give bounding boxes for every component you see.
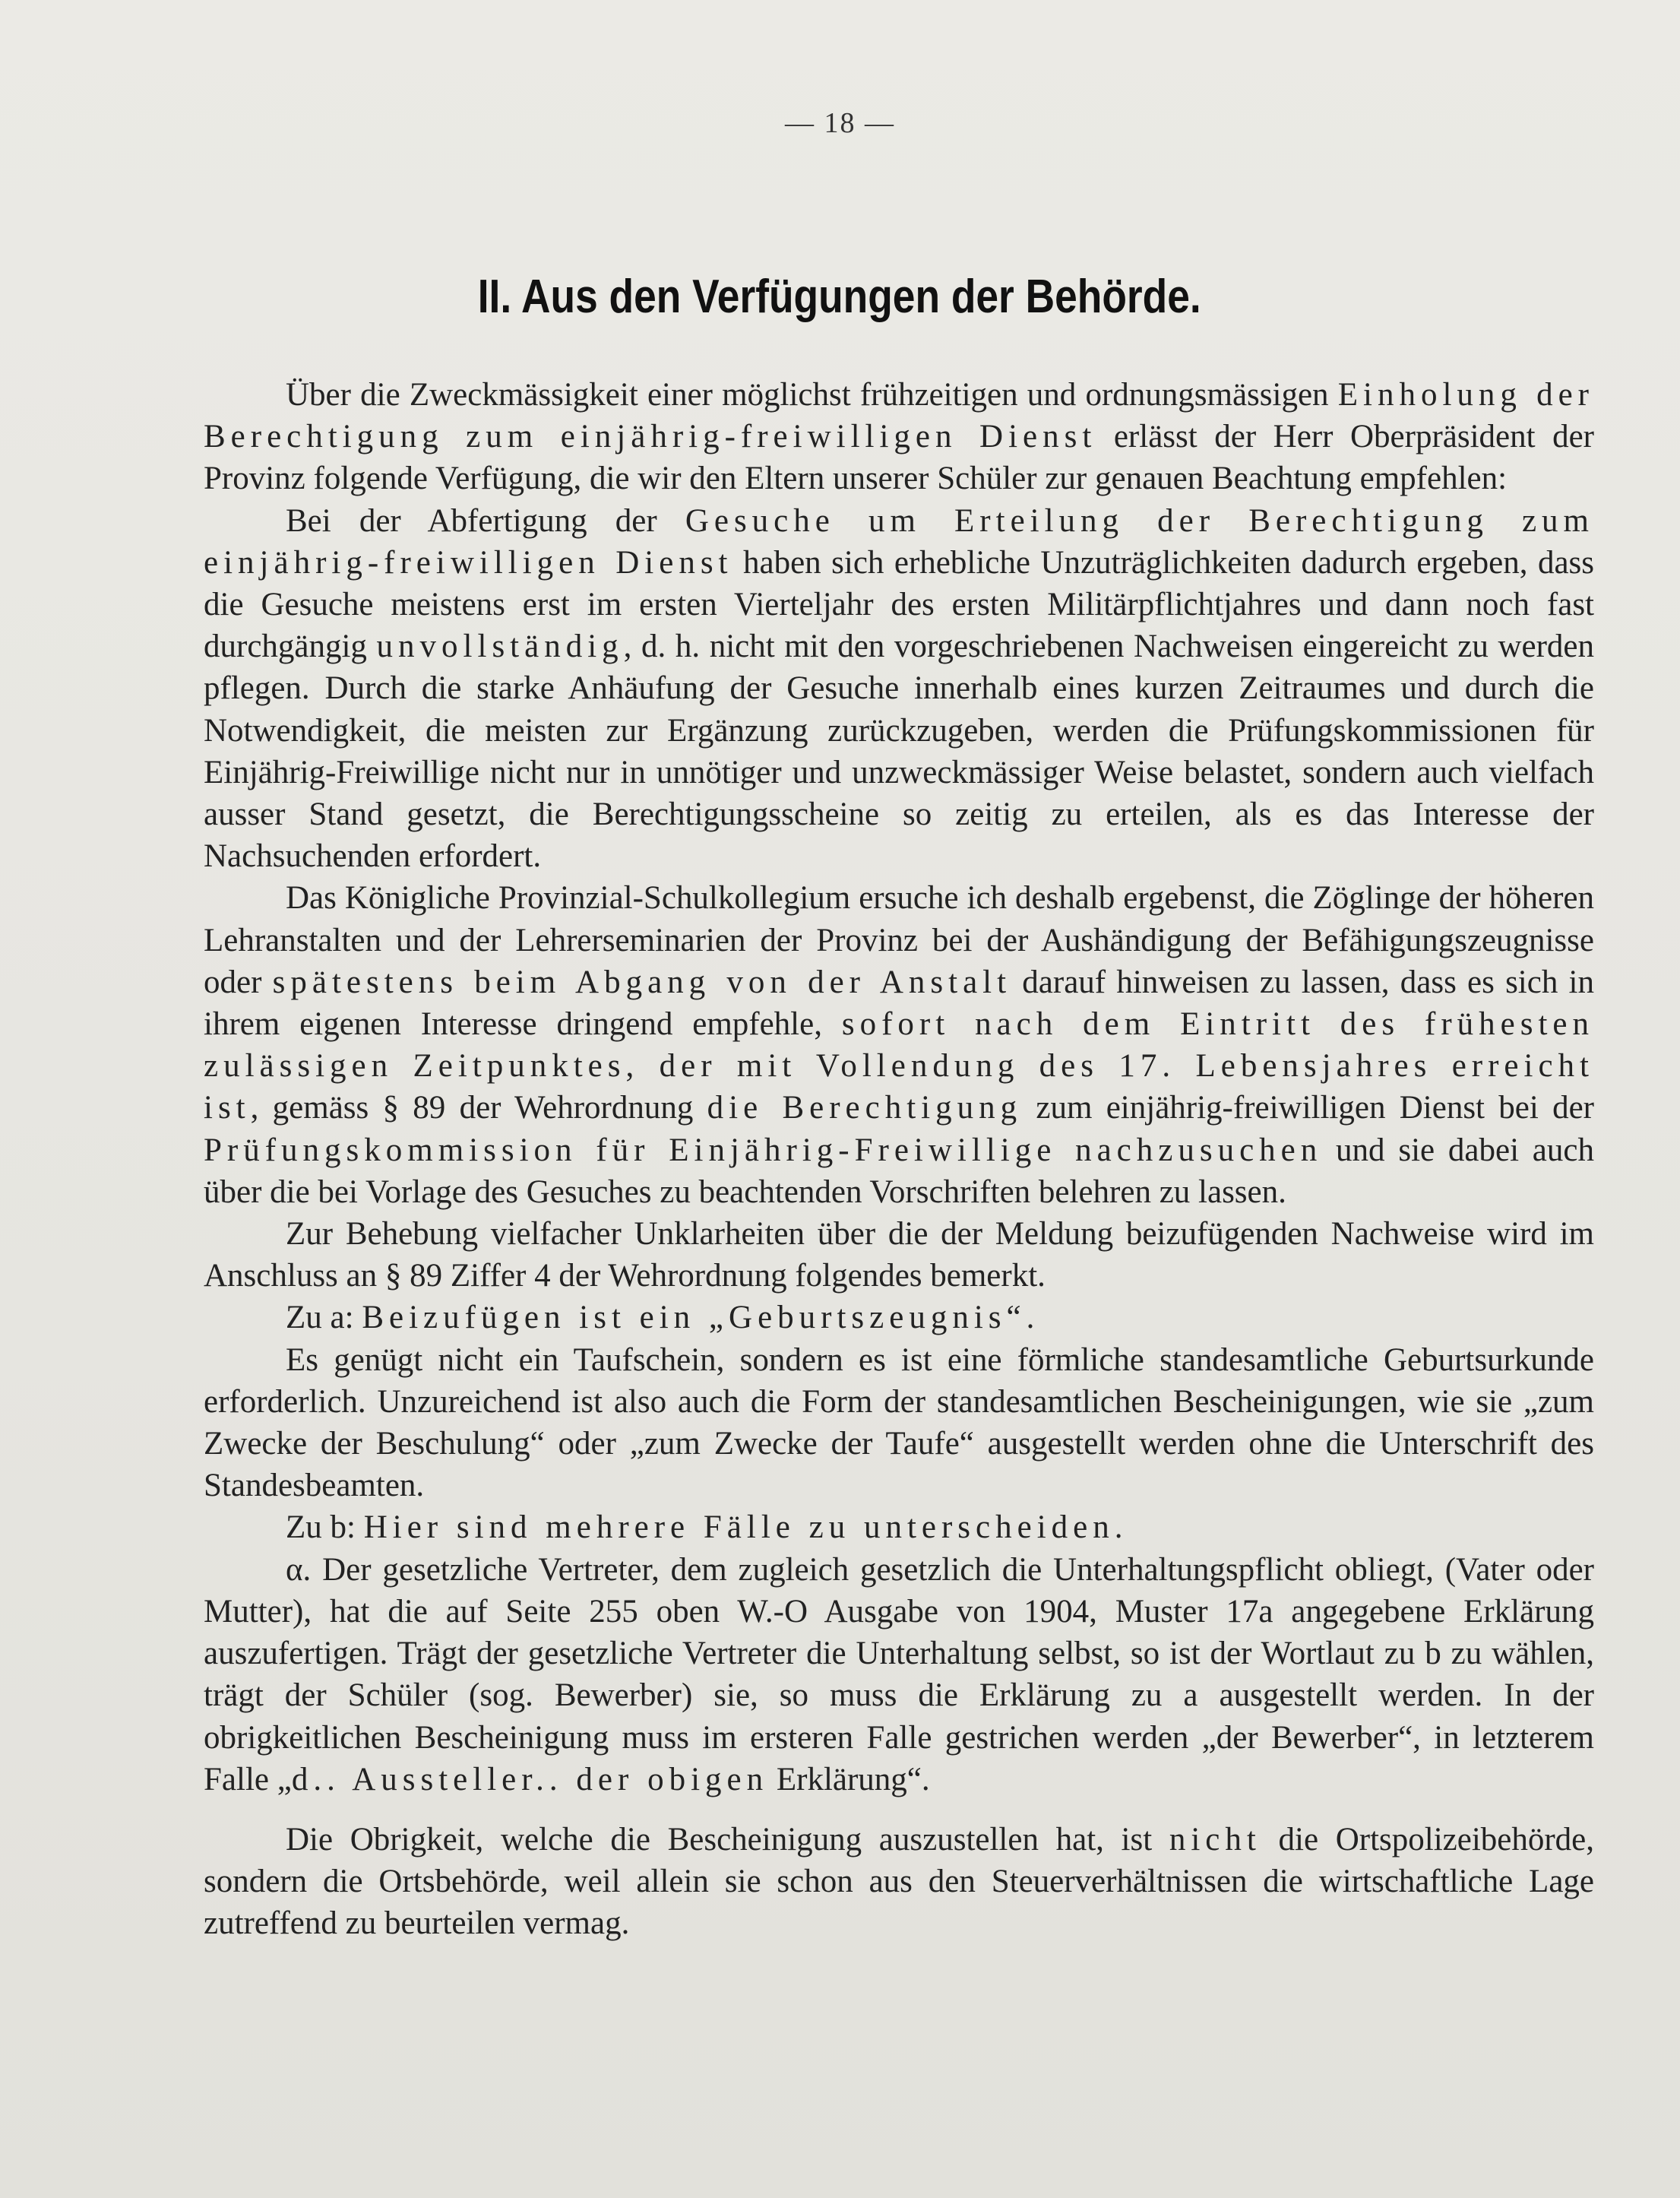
spaced-text: sofort nach dem Eintritt des frühesten zulässigen Zeitpunktes, der mit Vollendung des 17. Lebensjahres erreicht ist bbox=[204, 1006, 1594, 1126]
spaced-text: Einholung der Berechtigung zum einjährig-freiwilligen Dienst bbox=[204, 377, 1594, 455]
paragraph bbox=[204, 1339, 1594, 1507]
paragraph bbox=[204, 877, 1594, 1213]
text-run: erlässt der Herr Oberpräsident der Provinz folgende Verfügung, die wir den Eltern unserer Schüler zur genauen Beachtung empfehlen: bbox=[204, 419, 1595, 497]
spaced-text: spätestens beim Abgang von der Anstalt bbox=[272, 964, 1012, 1000]
text-run: Zu a: bbox=[286, 1300, 362, 1336]
text-run: darauf hinweisen zu lassen, dass es sich in ihrem eigenen Interesse dringend empfehle, bbox=[204, 964, 1595, 1043]
paragraph-gap bbox=[204, 1801, 1594, 1819]
text-run: Zu b: bbox=[286, 1509, 364, 1546]
spaced-text: Prüfungskommission für Einjährig-Freiwillige nachzusuchen bbox=[204, 1132, 1323, 1168]
text-run: Erklärung“. bbox=[768, 1761, 930, 1797]
paragraph bbox=[204, 1819, 1594, 1945]
spaced-text: Beizufügen ist ein „Geburtszeugnis“. bbox=[362, 1300, 1040, 1336]
section-heading: II. Aus den Verfügungen der Behörde. bbox=[477, 271, 1201, 323]
text-run: Über die Zweckmässigkeit einer möglichst frühzeitigen und ordnungsmässigen bbox=[286, 377, 1338, 413]
text-run: , d. h. nicht mit den vorgeschriebenen Nachweisen eingereicht zu werden pflegen. Durch die starke Anhäufung der Gesuche innerhalb eines kurzen Zeitraumes und durch die Notwendigkeit, die meisten zur Ergänzung zurückzugeben, werden die Prüfungskommissionen für Einjährig-Freiwillige nicht nur in unnötiger und unzweckmässiger Weise belastet, sondern auch vielfach ausser Stand gesetzt, die Berechtigungsscheine so zeitig zu erteilen, als es das Interesse der Nachsuchenden erfordert. bbox=[204, 629, 1595, 875]
spaced-text: nicht bbox=[1169, 1821, 1261, 1858]
spaced-text: Hier sind mehrere Fälle zu unterscheiden. bbox=[363, 1509, 1128, 1546]
text-run: , gemäss § 89 der Wehrordnung bbox=[250, 1090, 707, 1126]
page-number: — 18 — bbox=[785, 107, 895, 139]
text-run: zum einjährig-freiwilligen Dienst bei der bbox=[1022, 1090, 1595, 1126]
paragraph bbox=[204, 1297, 1594, 1338]
paragraph bbox=[204, 500, 1594, 878]
spaced-text: d.. Aussteller.. der obigen bbox=[291, 1761, 769, 1797]
spaced-text: Gesuche um Erteilung der Berechtigung zum einjährig-freiwilligen Dienst bbox=[204, 502, 1594, 581]
paragraph bbox=[204, 1213, 1594, 1297]
spaced-text: unvollständig bbox=[376, 629, 624, 665]
text-run: Das Königliche Provinzial-Schulkollegium ersuche ich deshalb ergebenst, die Zöglinge der höheren Lehranstalten und der Lehrerseminarien der Provinz bei der Aushändigung der Befähigungszeugnisse oder bbox=[204, 880, 1594, 1000]
body-text bbox=[204, 374, 1594, 1945]
paragraph bbox=[204, 1506, 1594, 1548]
text-run: Es genügt nicht ein Taufschein, sondern es ist eine förmliche standesamtliche Geburtsurkunde erforderlich. Unzureichend ist also auch die Form der standesamtlichen Bescheinigungen, wie sie „zum Zwecke der Beschulung“ oder „zum Zwecke der Taufe“ ausgestellt werden ohne die Unterschrift des Standesbeamten. bbox=[204, 1341, 1594, 1504]
spaced-text: die Berechtigung bbox=[707, 1090, 1023, 1126]
text-run: Bei der Abfertigung der bbox=[286, 502, 685, 539]
paragraph bbox=[204, 1549, 1594, 1801]
paragraph bbox=[204, 374, 1594, 500]
text-run: und sie dabei auch über die bei Vorlage des Gesuches zu beachtenden Vorschriften belehren zu lassen. bbox=[204, 1132, 1594, 1210]
text-run: Die Obrigkeit, welche die Bescheinigung auszustellen hat, ist bbox=[286, 1821, 1169, 1858]
text-run: die Ortspolizeibehörde, sondern die Ortsbehörde, weil allein sie schon aus den Steuerverhältnissen die wirtschaftliche Lage zutreffend zu beurteilen vermag. bbox=[204, 1821, 1595, 1942]
text-run: Zur Behebung vielfacher Unklarheiten über die der Meldung beizufügenden Nachweise wird im Anschluss an § 89 Ziffer 4 der Wehrordnung folgendes bemerkt. bbox=[204, 1216, 1594, 1294]
text-run: α. Der gesetzliche Vertreter, dem zugleich gesetzlich die Unterhaltungspflicht obliegt, (Vater oder Mutter), hat die auf Seite 255 oben W.-O Ausgabe von 1904, Muster 17a angegebene Erklärung auszufertigen. Trägt der gesetzliche Vertreter die Unterhaltung selbst, so ist der Wortlaut zu b zu wählen, trägt der Schüler (sog. Bewerber) sie, so muss die Erklärung zu a ausgestellt werden. In der obrigkeitlichen Bescheinigung muss im ersteren Falle gestrichen werden „der Bewerber“, in letzterem Falle „ bbox=[204, 1551, 1594, 1797]
text-run: haben sich erhebliche Unzuträglichkeiten dadurch ergeben, dass die Gesuche meistens erst im ersten Vierteljahr des ersten Militärpflichtjahres und dann noch fast durchgängig bbox=[204, 544, 1594, 665]
